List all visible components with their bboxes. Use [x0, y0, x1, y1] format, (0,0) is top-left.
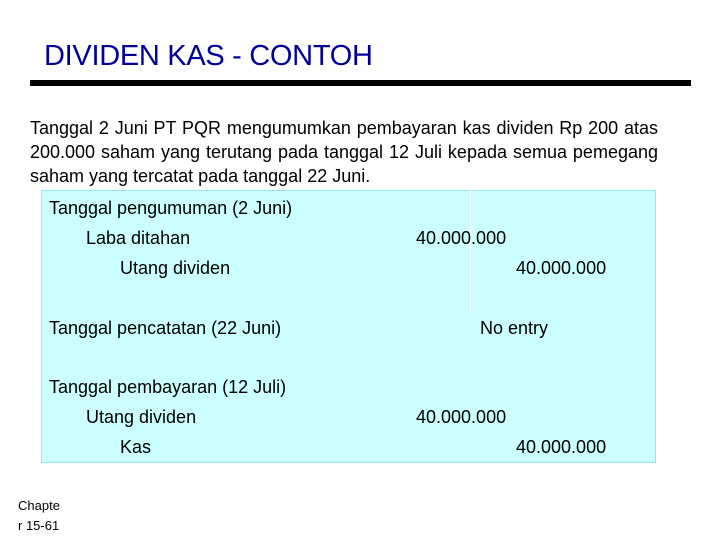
announcement-heading: Tanggal pengumuman (2 Juni)	[49, 198, 293, 218]
chapter-footer	[18, 496, 78, 536]
chapter-footer-line-2: r 15-61	[18, 518, 60, 533]
slide-title: DIVIDEN KAS - CONTOH	[44, 40, 373, 72]
record-date-note: No entry	[480, 318, 549, 338]
payment-debit-amount: 40.000.000	[416, 407, 507, 427]
payment-credit-account: Kas	[120, 437, 152, 457]
announcement-credit-account: Utang dividen	[120, 258, 231, 278]
payment-credit-amount: 40.000.000	[516, 437, 607, 457]
record-date-heading: Tanggal pencatatan (22 Juni)	[49, 318, 282, 338]
announcement-credit-amount: 40.000.000	[516, 258, 607, 278]
column-divider	[470, 190, 471, 313]
payment-heading: Tanggal pembayaran (12 Juli)	[49, 377, 287, 397]
announcement-debit-amount: 40.000.000	[416, 228, 507, 248]
chapter-footer-line-1: Chapte	[18, 498, 60, 513]
example-description: Tanggal 2 Juni PT PQR mengumumkan pembayaran kas dividen Rp 200 atas 200.000 saham yang terutang pada tanggal 12 Juli kepada semua pemegang saham yang tercatat pada tanggal 22 Juni.	[30, 118, 658, 186]
announcement-debit-account: Laba ditahan	[86, 228, 191, 248]
title-underline	[30, 80, 691, 86]
payment-debit-account: Utang dividen	[86, 407, 197, 427]
